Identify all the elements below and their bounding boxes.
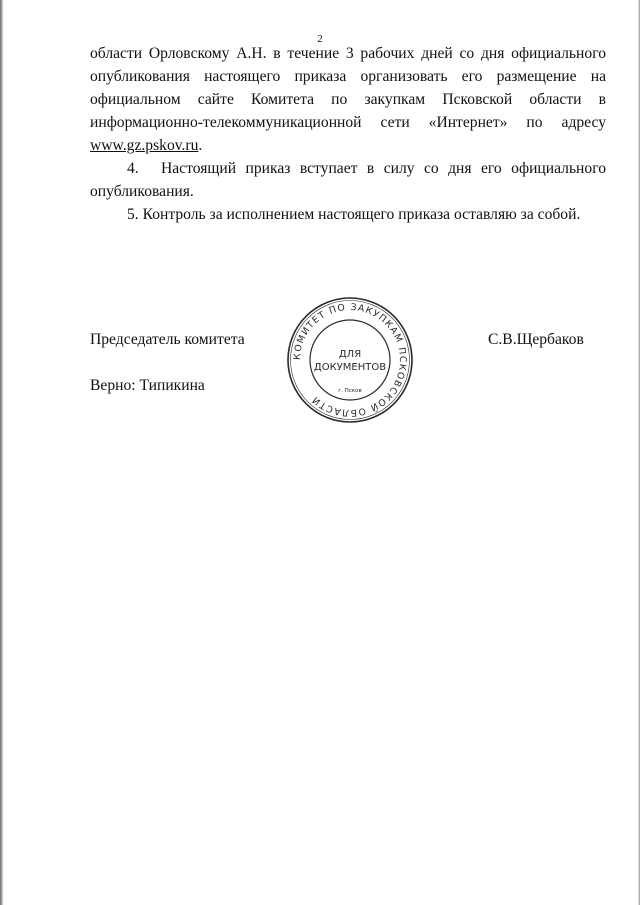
stamp-ring-text: КОМИТЕТ ПО ЗАКУПКАМ ПСКОВСКОЙ ОБЛАСТИ [291, 301, 409, 419]
paragraph-text: области Орловскому А.Н. в течение 3 рабочих дней со дня официального опубликования настоящего приказа организовать его размещение на официальном сайте Комитета по закупкам Псковской области в информационно-телекоммуникационной сети «Интернет» по адресу [90, 45, 606, 131]
stamp-center-line1: ДЛЯ [338, 349, 362, 360]
signature-title: Председатель комитета [90, 331, 245, 348]
page-number: 2 [317, 33, 323, 45]
stamp-center-line2: ДОКУМЕНТОВ [313, 362, 387, 373]
item-5-text: 5. Контроль за исполнением настоящего приказа оставляю за собой. [127, 206, 581, 223]
website-link[interactable]: www.gz.pskov.ru [90, 137, 199, 154]
paragraph-end: . [198, 137, 203, 154]
stamp-outer-ring-inner [291, 301, 410, 420]
item-4 [90, 157, 606, 203]
item-5 [90, 203, 606, 226]
item-4-number: 4. [127, 160, 139, 177]
stamp-outer-ring [288, 298, 412, 422]
official-stamp [286, 296, 414, 424]
document-body [90, 42, 606, 226]
paragraph-continuation [90, 42, 606, 157]
verification-note: Верно: Типикина [90, 377, 205, 394]
scan-edge-left [0, 0, 3, 905]
stamp-city: г. Псков [338, 388, 362, 394]
item-4-text: Настоящий приказ вступает в силу со дня его официального опубликования. [90, 160, 606, 200]
signature-name: С.В.Щербаков [488, 331, 584, 348]
